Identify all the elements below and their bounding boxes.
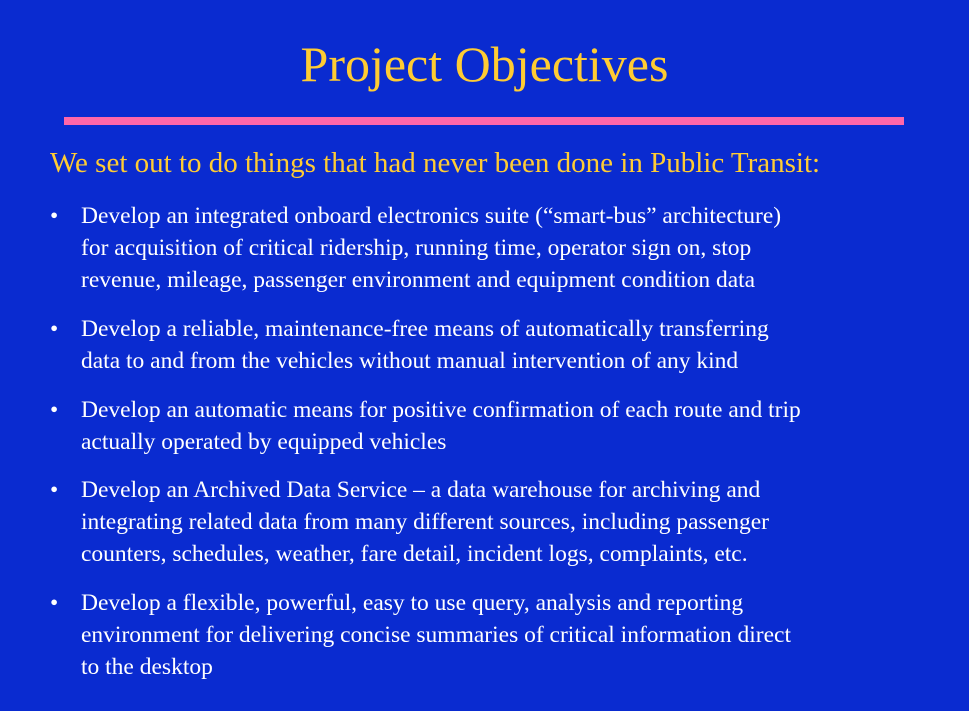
bullet-line: environment for delivering concise summaries of critical information direct — [81, 622, 791, 648]
bullet-line: data to and from the vehicles without manual intervention of any kind — [81, 348, 739, 374]
bullet-line: Develop an automatic means for positive confirmation of each route and trip — [81, 397, 801, 423]
slide-subtitle: We set out to do things that had never been done in Public Transit: — [50, 147, 821, 179]
bullet-dot-icon: • — [50, 316, 59, 342]
bullet-dot-icon: • — [50, 203, 59, 229]
bullet-line: for acquisition of critical ridership, running time, operator sign on, stop — [81, 235, 752, 261]
slide-title: Project Objectives — [300, 36, 669, 92]
bullet-line: counters, schedules, weather, fare detail, incident logs, complaints, etc. — [81, 541, 748, 567]
bullet-line: Develop a reliable, maintenance-free means of automatically transferring — [81, 316, 769, 342]
bullet-line: Develop an integrated onboard electronics suite (“smart-bus” architecture) — [81, 203, 782, 229]
bullet-dot-icon: • — [50, 397, 59, 423]
bullet-dot-icon: • — [50, 590, 59, 616]
bullet-line: Develop a flexible, powerful, easy to use query, analysis and reporting — [81, 590, 744, 616]
bullet-line: Develop an Archived Data Service – a data warehouse for archiving and — [81, 477, 761, 503]
bullet-dot-icon: • — [50, 477, 59, 503]
bullet-line: to the desktop — [81, 654, 213, 680]
bullet-line: actually operated by equipped vehicles — [81, 429, 447, 455]
bullet-line: integrating related data from many different sources, including passenger — [81, 509, 770, 535]
bullet-line: revenue, mileage, passenger environment and equipment condition data — [81, 267, 756, 293]
